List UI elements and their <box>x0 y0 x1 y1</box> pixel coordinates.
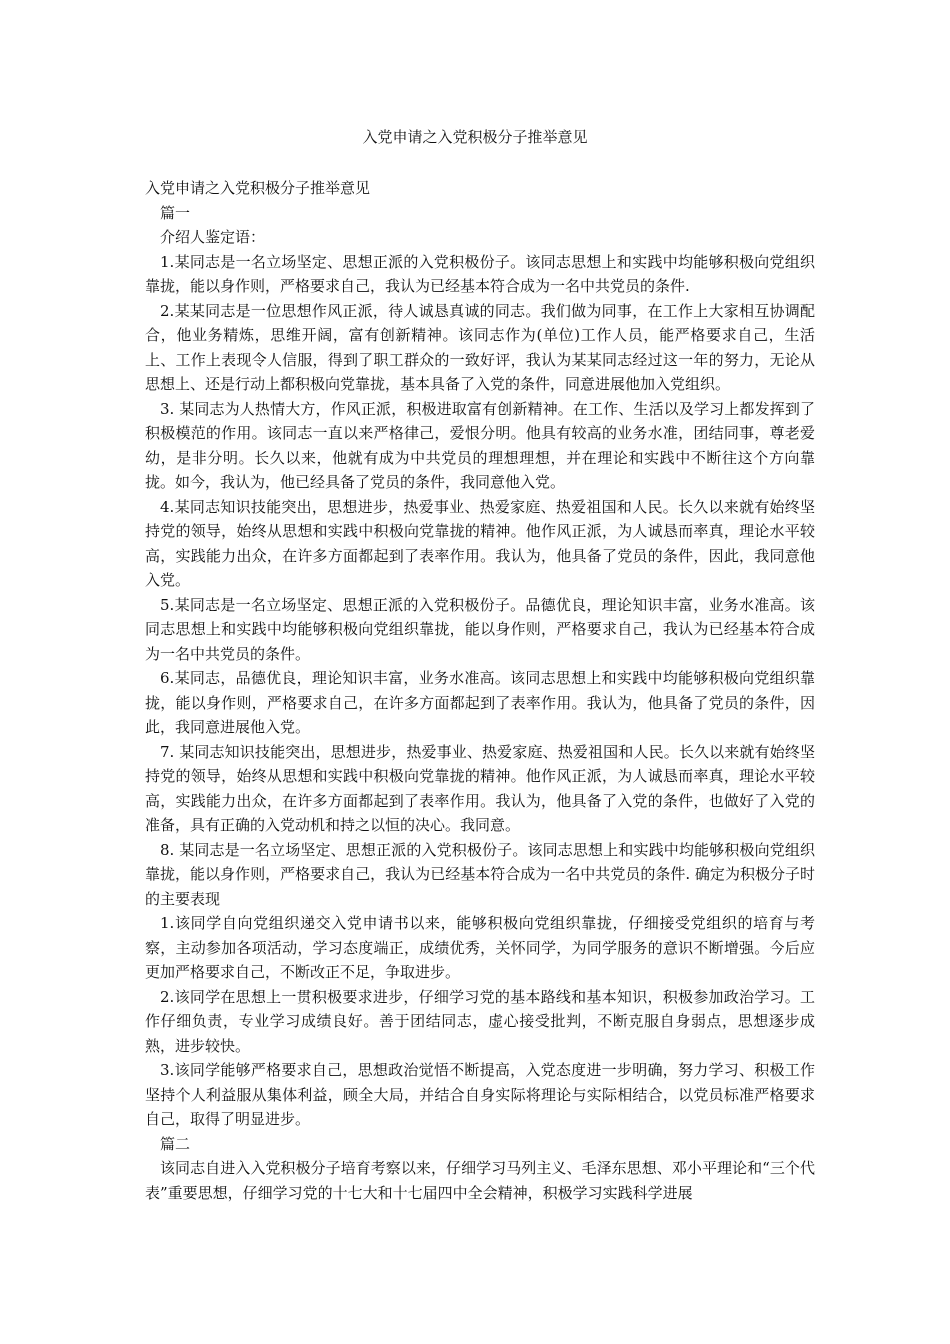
recommendation-paragraph: 7. 某同志知识技能突出，思想进步，热爱事业、热爱家庭、热爱祖国和人民。长久以来就有始终坚持党的领导，始终从思想和实践中积极向党靠拢的精神。他作风正派，为人诚恳而率真，理论水平较高，实践能力出众，在许多方面都起到了表率作用。我认为，他具备了入党的条件，也做好了入党的准备，具有正确的入党动机和持之以恒的决心。我同意。 <box>145 742 815 834</box>
document-subtitle: 入党申请之入党积极分子推举意见 <box>145 179 371 197</box>
recommendation-paragraph: 4.某同志知识技能突出，思想进步，热爱事业、热爱家庭、热爱祖国和人民。长久以来就有始终坚持党的领导，始终从思想和实践中积极向党靠拢的精神。他作风正派，为人诚恳而率真，理论水平较高，实践能力出众，在许多方面都起到了表率作用。我认为，他具备了党员的条件，因此，我同意他入党。 <box>145 497 815 589</box>
recommendation-paragraph: 1.某同志是一名立场坚定、思想正派的入党积极份子。该同志思想上和实践中均能够积极向党组织靠拢，能以身作则，严格要求自己，我认为已经基本符合成为一名中共党员的条件. <box>145 252 815 295</box>
performance-paragraph: 1.该同学自向党组织递交入党申请书以来，能够积极向党组织靠拢，仔细接受党组织的培育与考察，主动参加各项活动，学习态度端正，成绩优秀，关怀同学，为同学服务的意识不断增强。今后应更加严格要求自己，不断改正不足，争取进步。 <box>145 914 815 981</box>
recommendation-paragraph: 2.某某同志是一位思想作风正派，待人诚恳真诚的同志。我们做为同事，在工作上大家相互协调配合，他业务精炼，思维开阔，富有创新精神。该同志作为(单位)工作人员，能严格要求自己，生活上、工作上表现令人信服，得到了职工群众的一致好评，我认为某某同志经过这一年的努力，无论从思想上、还是行动上都积极向党靠拢，基本具备了入党的条件，同意进展他加入党组织。 <box>145 301 815 393</box>
closing-paragraph: 该同志自进入入党积极分子培育考察以来，仔细学习马列主义、毛泽东思想、邓小平理论和“三个代表”重要思想，仔细学习党的十七大和十七届四中全会精神，积极学习实践科学进展 <box>145 1159 815 1202</box>
performance-paragraph: 3.该同学能够严格要求自己，思想政治觉悟不断提高，入党态度进一步明确，努力学习、积极工作坚持个人利益服从集体利益，顾全大局，并结合自身实际将理论与实际相结合，以党员标准严格要求自己，取得了明显进步。 <box>145 1061 815 1128</box>
recommendation-paragraph: 5.某同志是一名立场坚定、思想正派的入党积极份子。品德优良，理论知识丰富，业务水准高。该同志思想上和实践中均能够积极向党组织靠拢，能以身作则，严格要求自己，我认为已经基本符合成为一名中共党员的条件。 <box>145 595 815 663</box>
recommendation-paragraph: 6.某同志，品德优良，理论知识丰富，业务水准高。该同志思想上和实践中均能够积极向党组织靠拢，能以身作则，严格要求自己，在许多方面都起到了表率作用。我认为，他具备了党员的条件，因此，我同意进展他入党。 <box>145 669 815 736</box>
section-heading-one: 篇一 <box>160 203 191 222</box>
recommendation-paragraph: 3. 某同志为人热情大方，作风正派，积极进取富有创新精神。在工作、生活以及学习上都发挥到了积极模范的作用。该同志一直以来严格律己，爱恨分明。他具有较高的业务水准，团结同事，尊老爱幼，是非分明。长久以来，他就有成为中共党员的理想理想，并在理论和实践中不断往这个方向靠拢。如今，我认为，他已经具备了党员的条件，我同意他入党。 <box>145 399 815 491</box>
document-title: 入党申请之入党积极分子推举意见 <box>362 128 588 146</box>
performance-paragraph: 2.该同学在思想上一贯积极要求进步，仔细学习党的基本路线和基本知识，积极参加政治学习。工作仔细负责，专业学习成绩良好。善于团结同志，虚心接受批判，不断克服自身弱点，思想逐步成熟，进步较快。 <box>145 987 815 1055</box>
recommendation-paragraph: 8. 某同志是一名立场坚定、思想正派的入党积极份子。该同志思想上和实践中均能够积极向党组织靠拢，能以身作则，严格要求自己，我认为已经基本符合成为一名中共党员的条件. 确定为积极分子时的主要表现 <box>145 840 815 908</box>
document-body <box>145 176 815 1205</box>
section-heading-two: 篇二 <box>160 1134 191 1153</box>
intro-label: 介绍人鉴定语： <box>160 228 266 246</box>
